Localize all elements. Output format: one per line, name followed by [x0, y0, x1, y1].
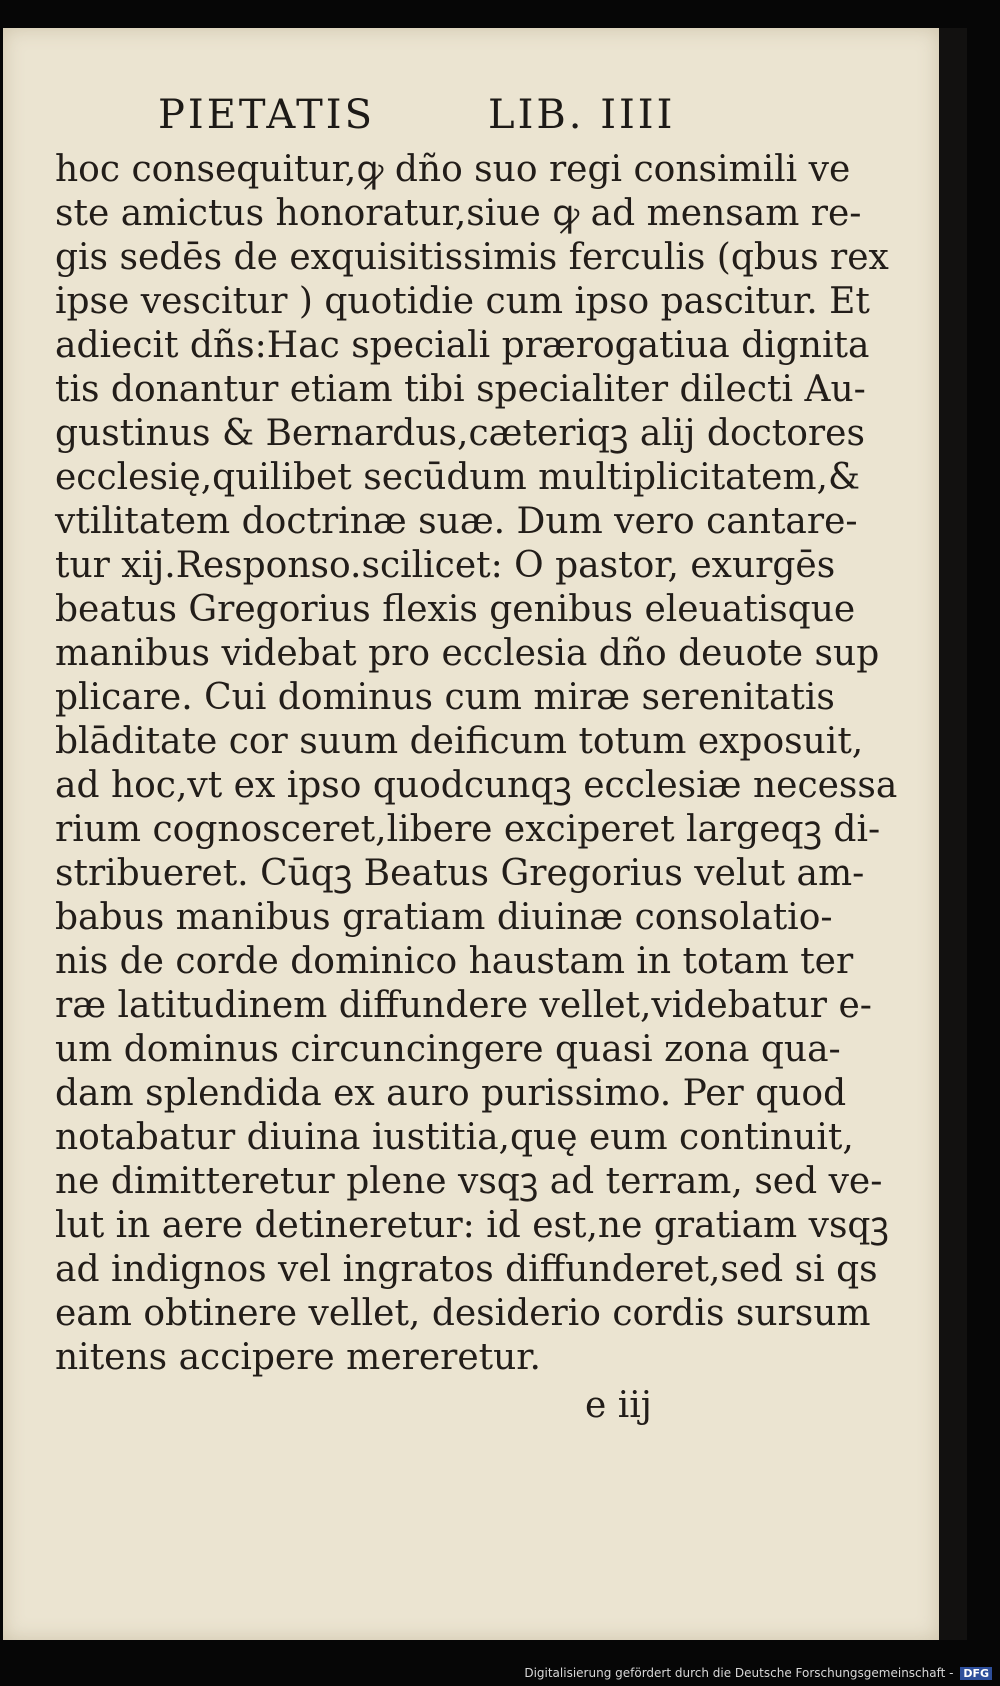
text-line: plicare. Cui dominus cum miræ serenitatis: [55, 677, 835, 718]
text-line: tis donantur etiam tibi specialiter dilecti Au-: [55, 369, 866, 410]
text-line: dam splendida ex auro purissimo. Per quod: [55, 1073, 847, 1114]
running-head-book-number: LIB. IIII: [488, 92, 676, 138]
text-line: adiecit dñs:Hac speciali prærogatiua dignita: [55, 325, 870, 366]
text-line: ad indignos vel ingratos diffunderet,sed si qs: [55, 1249, 878, 1290]
text-line: nis de corde dominico haustam in totam ter: [55, 941, 854, 982]
text-line: tur xij.Responso.scilicet: O pastor, exurgēs: [55, 545, 836, 586]
text-line: ad hoc,vt ex ipso quodcunqꝫ ecclesiæ necessa: [55, 765, 898, 806]
text-line: gis sedēs de exquisitissimis ferculis (qbus rex: [55, 237, 889, 278]
text-line: babus manibus gratiam diuinæ consolatio-: [55, 897, 833, 938]
text-line: rium cognosceret,libere exciperet largeqꝫ di-: [55, 809, 881, 850]
text-line: blāditate cor suum deificum totum exposuit,: [55, 721, 864, 762]
text-line: vtilitatem doctrinæ suæ. Dum vero cantare-: [55, 501, 858, 542]
text-line: beatus Gregorius flexis genibus eleuatisque: [55, 589, 856, 630]
text-line: gustinus & Bernardus,cæteriqꝫ alij doctores: [55, 413, 865, 454]
signature-mark: e iij: [585, 1385, 652, 1426]
text-line: ipse vescitur ) quotidie cum ipso pascitur. Et: [55, 281, 870, 322]
text-line: eam obtinere vellet, desiderio cordis sursum: [55, 1293, 871, 1334]
credit-text: Digitalisierung gefördert durch die Deutsche Forschungsgemeinschaft -: [524, 1666, 954, 1680]
body-text: [55, 148, 898, 1380]
text-line: hoc consequitur,ꝙ dño suo regi consimili ve: [55, 149, 851, 190]
text-line: lut in aere detineretur: id est,ne gratiam vsqꝫ: [55, 1205, 889, 1246]
text-line: nitens accipere mereretur.: [55, 1337, 541, 1378]
text-line: notabatur diuina iustitia,quę eum continuit,: [55, 1117, 854, 1158]
text-line: ne dimitteretur plene vsqꝫ ad terram, sed ve-: [55, 1161, 883, 1202]
text-line: stribueret. Cūqꝫ Beatus Gregorius velut am-: [55, 853, 865, 894]
text-line: um dominus circuncingere quasi zona qua-: [55, 1029, 841, 1070]
text-line: ecclesię,quilibet secūdum multiplicitatem,&: [55, 457, 861, 498]
running-head: [158, 92, 678, 142]
text-line: ste amictus honoratur,siue ꝙ ad mensam re-: [55, 193, 862, 234]
text-line: ræ latitudinem diffundere vellet,videbatur e-: [55, 985, 872, 1026]
digitization-credit: [524, 1666, 992, 1680]
page-edge-shadow: [939, 28, 967, 1640]
dfg-logo: DFG: [960, 1667, 992, 1680]
text-line: manibus videbat pro ecclesia dño deuote sup: [55, 633, 880, 674]
running-head-title: PIETATIS: [158, 92, 375, 138]
